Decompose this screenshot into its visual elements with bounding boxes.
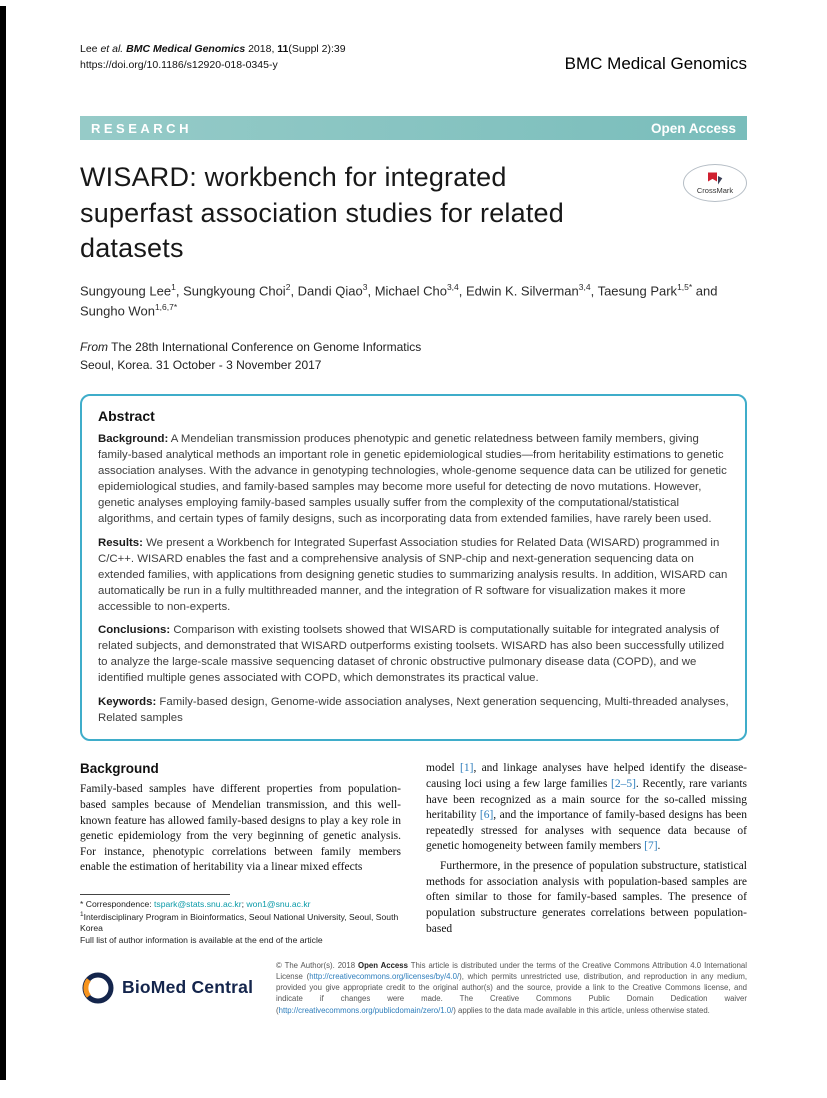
abstract-results: [98, 536, 729, 616]
author-affiliation-sup: 3,4: [578, 281, 591, 292]
journal-masthead: BMC Medical Genomics: [564, 54, 747, 73]
text-segment: , and the importance of family-based designs has been repeatedly stressed for analyses with sequence data because of genetic homogeneity between family members: [426, 809, 747, 853]
scan-edge-artifact: [0, 6, 6, 1080]
abstract-keywords: [98, 695, 729, 727]
abstract-conclusions-text: Comparison with existing toolsets showed that WISARD is computationally suitable for integrated analysis of related subjects, and demonstrated that WISARD outperforms existing toolsets. WISARD has also been successfully utilized to analyze the large-scale massive sequencing dataset of chronic obstructive pulmonary disease data (COPD), and we identified multiple genes associated with COPD, which demonstrates its practical value.: [98, 624, 725, 685]
abstract-results-text: We present a Workbench for Integrated Superfast Association studies for Related Data (WISARD) programmed in C/C++. WISARD enables the fast and a comprehensive analysis of SNP-chip and next-generation sequencing data on extended families, with applications from designing genetic studies to summarizing analysis results. In addition, WISARD can automatically be run in a fully multithreaded manner, and the integration of R software for visualization makes it more accessible to non-experts.: [98, 536, 728, 613]
abstract-conclusions: [98, 623, 729, 687]
author-separator: ,: [175, 283, 184, 299]
text-segment: model: [426, 762, 461, 775]
biomed-central-wordmark: BioMed Central: [122, 977, 254, 998]
abstract-background: [98, 432, 729, 528]
inline-link[interactable]: http://creativecommons.org/publicdomain/zero/1.0/: [278, 1005, 454, 1015]
inline-link[interactable]: [6]: [479, 809, 494, 822]
author-list: [80, 281, 725, 322]
correspondence-email-separator: ;: [241, 899, 247, 910]
section-heading-background: Background: [80, 761, 159, 777]
author-affiliation-sup: 1,6,7*: [154, 302, 178, 313]
text-segment: , and linkage analyses have helped identify the disease-causing loci using a few large families: [426, 762, 747, 790]
left-column: [80, 761, 401, 946]
text-segment: . Recently, rare variants have been recognized as a main source for the so-called missing heritability: [426, 777, 747, 822]
text-segment: .: [657, 840, 661, 853]
article-type-label: RESEARCH: [91, 120, 192, 136]
inline-link[interactable]: [2–5]: [610, 777, 636, 790]
citation-etal: et al.: [100, 43, 124, 55]
biomed-central-logo: [80, 970, 258, 1006]
author-name: Sungyoung Lee: [80, 283, 172, 299]
text-segment: ) applies to the data made available in this article, unless otherwise stated.: [453, 1005, 710, 1015]
citation-year: 2018,: [248, 43, 275, 55]
abstract-results-label: Results:: [98, 536, 143, 549]
title-row: [80, 160, 747, 267]
citation-issue: (Suppl 2):39: [288, 43, 346, 55]
author-affiliation-sup: 1: [171, 281, 176, 292]
inline-link[interactable]: [7]: [644, 840, 658, 853]
abstract-keywords-label: Keywords:: [98, 696, 157, 709]
author-name: Dandi Qiao: [297, 283, 363, 299]
open-access-label: Open Access: [650, 120, 736, 136]
text-segment: Open Access: [358, 961, 408, 971]
footnote-block: [80, 894, 401, 946]
article-type-banner: [80, 116, 747, 140]
author-affiliation-sup: 3,4: [446, 281, 459, 292]
abstract-conclusions-label: Conclusions:: [98, 624, 171, 637]
doi-link[interactable]: https://doi.org/10.1186/s12920-018-0345-y: [80, 58, 278, 71]
right-column: [426, 761, 747, 946]
correspondence-email-2[interactable]: won1@snu.ac.kr: [246, 899, 311, 910]
conference-info: [80, 338, 747, 374]
correspondence-line: [80, 899, 401, 911]
page-footer: [80, 960, 747, 1015]
author-info-note: Full list of author information is available at the end of the article: [80, 934, 323, 945]
text-segment: This article is distributed under the terms of the Creative Commons Attribution 4.0 International License (: [276, 961, 747, 982]
abstract-keywords-text: Family-based design, Genome-wide association analyses, Next generation sequencing, Multi-threaded analyses, Related samples: [98, 696, 729, 725]
text-segment: © The Author(s). 2018: [276, 961, 359, 971]
abstract-heading: Abstract: [98, 407, 155, 424]
author-name: Sungho Won: [80, 303, 155, 319]
affiliation-superscript: 1: [80, 910, 84, 918]
author-separator: ,: [367, 283, 375, 299]
citation-line: [80, 42, 346, 58]
author-affiliation-sup: 1,5*: [677, 281, 693, 292]
citation-volume: 11: [277, 43, 289, 55]
author-separator: and: [692, 283, 718, 299]
article-title: WISARD: workbench for integrated superfast association studies for related datasets: [80, 162, 564, 264]
abstract-background-label: Background:: [98, 432, 169, 445]
author-affiliation-sup: 2: [285, 281, 291, 292]
biomed-central-emblem-icon: [80, 970, 116, 1006]
author-affiliation-sup: 3: [362, 281, 368, 292]
article-body: [80, 761, 747, 946]
abstract-background-text: A Mendelian transmission produces phenotypic and genetic relatedness between family members, giving family-based analytical methods an important role in genetic epidemiological studies—from heritability estimations to genetic association analyses. With the advance in genotyping technologies, whole-genome sequence data can be utilized for genetic epidemiological studies, and family-based samples may become more useful for detecting de novo mutations. However, genetic analyses employing family-based samples usually suffer from the complexity of the computational/statistical algorithms, and certain types of family designs, such as incorporating data from extended families, have rarely been used.: [98, 432, 727, 525]
author-separator: ,: [590, 283, 598, 299]
author-separator: ,: [458, 283, 467, 299]
crossmark-glyph-icon: [707, 172, 723, 185]
affiliation-line: [80, 911, 401, 935]
author-name: Taesung Park: [597, 283, 678, 299]
author-name: Edwin K. Silverman: [466, 283, 579, 299]
page-header: [80, 42, 747, 74]
crossmark-badge[interactable]: [683, 164, 747, 267]
author-separator: ,: [290, 283, 298, 299]
body-paragraph-left: Family-based samples have different properties from population-based samples because of Mendelian transmission, and this well-known feature has allowed family-based designs to play a key role in genetic epidemiology from the very beginning of genetic analysis. For instance, phenotypic correlations between family members enable the estimation of heritability via a linear mixed effects: [80, 783, 401, 874]
conference-location: Seoul, Korea. 31 October - 3 November 2017: [80, 357, 322, 372]
author-name: Sungkyoung Choi: [183, 283, 286, 299]
author-name: Michael Cho: [374, 283, 447, 299]
abstract-box: [80, 394, 747, 741]
crossmark-oval: [683, 164, 747, 202]
citation-journal: BMC Medical Genomics: [126, 43, 246, 55]
correspondence-label: * Correspondence:: [80, 899, 155, 910]
body-paragraph-right-1: [426, 761, 747, 855]
from-label: From: [80, 339, 108, 354]
body-paragraph-right-2: Furthermore, in the presence of population substructure, statistical methods for association analysis with population-based samples are often similar to those for family-based samples. The presence of population substructure generates correlations between population-based: [426, 860, 747, 935]
license-text: [276, 960, 747, 1015]
citation-authors: Lee: [80, 43, 98, 55]
inline-link[interactable]: [1]: [460, 762, 474, 775]
footnote-divider: [80, 894, 230, 895]
crossmark-label: CrossMark: [696, 185, 734, 195]
affiliation-text: Interdisciplinary Program in Bioinformatics, Seoul National University, Seoul, South Korea: [80, 911, 399, 934]
inline-link[interactable]: http://creativecommons.org/licenses/by/4.0/: [309, 972, 460, 982]
citation-block: [80, 42, 346, 74]
conference-line: [80, 338, 747, 356]
correspondence-email-1[interactable]: tspark@stats.snu.ac.kr: [154, 899, 242, 910]
text-segment: ), which permits unrestricted use, distribution, and reproduction in any medium, provided you give appropriate credit to the original author(s) and the source, provide a link to the Creative Commons license, and indicate if changes were made. The Creative Commons Public Domain Dedication waiver (: [276, 972, 748, 1015]
conference-name: The 28th International Conference on Genome Informatics: [108, 339, 422, 354]
